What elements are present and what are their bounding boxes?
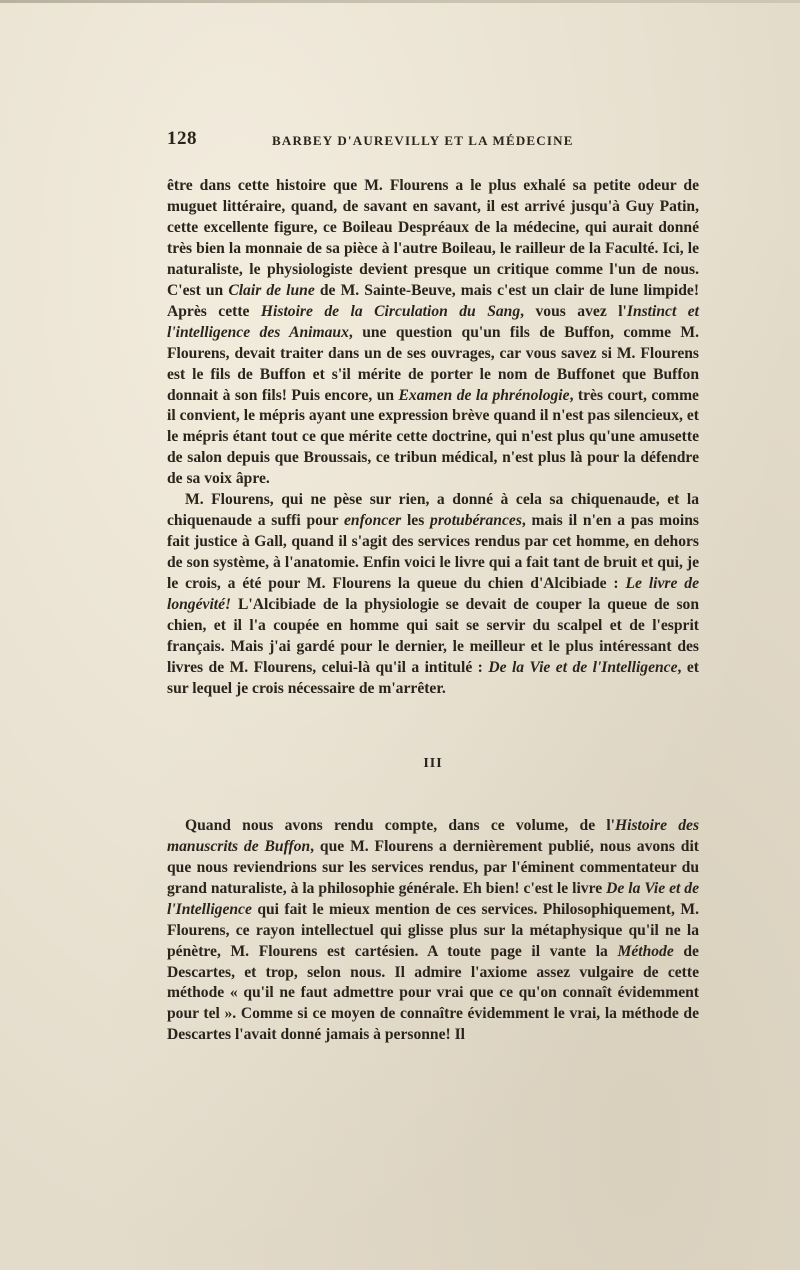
running-head: BARBEY D'AUREVILLY ET LA MÉDECINE: [272, 133, 574, 148]
text-run: être dans cette histoire que M. Flourens a le plus exhalé sa petite odeur de muguet littéraire, quand, de savant en savant, il est arrivé jusqu'à Guy Patin, cette excellente figure, ce Boileau Despréaux de la médecine, qui aurait donné très bien la monnaie de sa pièce à l'autre Boileau, le railleur de la Faculté. Ici, le naturaliste, le physiologiste devient presque un critique comme l'un de nous. C'est un: [167, 177, 699, 299]
text-run: , que M. Flourens a dernièrement publié, nous avons dit que nous reviendrions sur les services rendus, par l'éminent commentateur du grand naturaliste, à la philosophie générale. Eh bien! c'est le livre: [167, 837, 699, 897]
paragraph-2: [167, 490, 699, 700]
italic-title-run: Histoire de la Circulation du Sang: [260, 302, 521, 320]
text-run: les: [401, 512, 431, 530]
page-edge-shadow: [0, 0, 800, 3]
italic-title-run: Clair de lune: [228, 281, 315, 299]
italic-title-run: Instinct et l'intelligence des Animaux: [167, 302, 699, 341]
paragraph-3: [167, 816, 699, 1046]
italic-title-run: Méthode: [617, 942, 674, 960]
italic-title-run: enfoncer: [344, 512, 402, 530]
body-text: [167, 176, 699, 1046]
page-header: [167, 128, 637, 158]
text-run: L'Alcibiade de la physiologie se devait de couper la queue de son chien, et il l'a coupée en homme qui sait se servir du scalpel et de l'esprit français. Mais j'ai gardé pour le dernier, le meilleur et le plus intéressant des livres de M. Flourens, celui-là qu'il a intitulé :: [167, 596, 699, 676]
text-run: de M. Sainte-Beuve, mais c'est un clair de lune limpide! Après cette: [167, 281, 700, 320]
text-run: de Descartes, et trop, selon nous. Il admire l'axiome assez vulgaire de cette méthode « qu'il ne faut admettre pour vrai que ce qu'on connaît évidemment pour tel ». Comme si ce moyen de connaître évidemment le vrai, la méthode de Descartes l'avait donné jamais à personne! Il: [167, 942, 699, 1044]
italic-title-run: De la Vie et de l'Intelligence: [488, 658, 678, 676]
text-run: , très court, comme il convient, le mépris ayant une expression brève quand il n'est pas silencieux, et le mépris étant tout ce que mérite cette doctrine, qui n'est plus qu'une amusette de salon depuis que Broussais, ce tribun médical, n'est plus là pour la défendre de sa voix âpre.: [167, 386, 699, 488]
text-run: , une question qu'un fils de Buffon, comme M. Flourens, devait traiter dans un de ses ouvrages, car vous savez si M. Flourens est le fils de Buffon et s'il mérite de porter le nom de Buffonet que Buffon donnait à son fils! Puis encore, un: [167, 323, 699, 404]
page-number: 128: [167, 128, 197, 149]
section-number: III: [423, 755, 443, 771]
italic-title-run: protubérances: [430, 512, 522, 530]
italic-title-run: Histoire des manuscrits de Buffon: [167, 816, 700, 855]
italic-title-run: Examen de la phrénologie: [398, 386, 570, 404]
text-run: , vous avez l': [520, 302, 627, 320]
text-run: , et sur lequel je crois nécessaire de m'arrêter.: [167, 658, 699, 697]
text-run: qui fait le mieux mention de ces services. Philosophiquement, M. Flourens, ce rayon intellectuel qui glisse plus sur la métaphysique qu'il ne la pénètre, M. Flourens est cartésien. A toute page il vante la: [167, 900, 699, 960]
text-run: M. Flourens, qui ne pèse sur rien, a donné à cela sa chiquenaude, et la chiquenaude a suffi pour: [167, 491, 699, 530]
italic-title-run: De la Vie et de l'Intelligence: [167, 879, 700, 918]
text-run: Quand nous avons rendu compte, dans ce volume, de l': [185, 816, 616, 834]
paragraph-1: [167, 176, 699, 490]
text-run: , mais il n'en a pas moins fait justice à Gall, quand il s'agit des services rendus par cet homme, en dehors de son système, à l'anatomie. Enfin voici le livre qui a fait tant de bruit et qui, je le crois, a été pour M. Flourens la queue du chien d'Alcibiade :: [167, 512, 700, 593]
italic-title-run: Le livre de longévité!: [167, 575, 699, 614]
